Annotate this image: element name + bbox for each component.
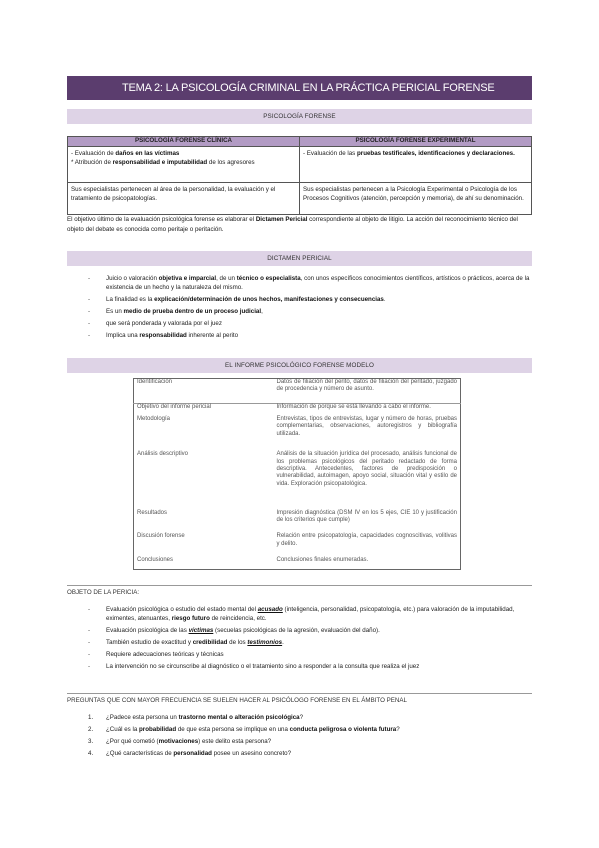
section-heading-psicologia-forense: PSICOLOGÍA FORENSE — [67, 109, 532, 124]
list-item: - Juicio o valoración objetiva e imparcial, de un técnico o especialista, con unos específicos conocimientos científicos, artísticos o prácticos, acerca de la existencia de un hecho y la naturaleza del mismo. — [88, 275, 533, 292]
divider — [67, 585, 532, 586]
table-header-experimental: PSICOLOGÍA FORENSE EXPERIMENTAL — [300, 137, 532, 147]
objetivo-paragraph: El objetivo último de la evaluación psicológica forense es elaborar el Dictamen Pericial correspondiente al objeto de litigio. La acción del reconocimiento técnico del objeto del debate es conocida como peritaje o peritación. — [67, 216, 518, 233]
list-item: - que será ponderada y valorada por el juez — [88, 320, 533, 329]
table-header-clinica: PSICOLOGÍA FORENSE CLÍNICA — [68, 137, 300, 147]
list-item: - Requiere adecuaciones teóricas y técnicas — [88, 651, 533, 660]
list-item: - Es un medio de prueba dentro de un proceso judicial, — [88, 308, 533, 317]
table-row: Objetivo del informe pericial Información de porque se está llevando a cabo el informe. — [134, 404, 461, 417]
table-cell-experimental-especialistas: Sus especialistas pertenecen a la Psicología Experimental o Psicología de los Procesos Cognitivos (atención, percepción y memoria), de ahí su denominación. — [300, 183, 532, 215]
table-cell-experimental-objetivos: - Evaluación de las pruebas testificales, identificaciones y declaraciones. — [300, 147, 532, 183]
list-item: - La finalidad es la explicación/determinación de unos hechos, manifestaciones y consecuencias. — [88, 296, 533, 305]
table-row: Resultados Impresión diagnóstica (DSM IV en los 5 ejes, CIE 10 y justificación de los criterios que cumple) — [137, 509, 457, 524]
list-item: - Implica una responsabilidad inherente al perito — [88, 332, 533, 341]
comparison-table — [67, 136, 532, 215]
informe-modelo-table — [133, 378, 461, 570]
list-item: 4. ¿Qué características de personalidad posee un asesino concreto? — [88, 749, 292, 757]
list-item: - La intervención no se circunscribe al diagnóstico o el tratamiento sino a responder a la consulta que realiza el juez — [88, 663, 533, 672]
section-heading-informe-modelo: EL INFORME PSICOLÓGICO FORENSE MODELO — [67, 358, 532, 373]
list-item: - También estudio de exactitud y credibilidad de los testimonios. — [88, 639, 533, 648]
table-row: Discusión forense Relación entre psicopatología, capacidades cognoscitivas, volitivas y delito. — [137, 533, 457, 547]
table-cell-clinica-objetivos: - Evaluación de daños en las víctimas * Atribución de responsabilidad e imputabilidad de los agresores — [68, 147, 300, 183]
table-row: Conclusiones Conclusiones finales enumeradas. — [137, 556, 369, 563]
list-item: - Evaluación psicológica o estudio del estado mental del acusado (inteligencia, personalidad, psicopatología, etc.) para valoración de la imputabilidad, eximentes, atenuantes, riesgo futuro de reincidencia, etc. — [88, 606, 533, 623]
preguntas-list — [88, 714, 533, 762]
list-item: 1. ¿Padece esta persona un trastorno mental o alteración psicológica? — [88, 714, 304, 721]
page-title: TEMA 2: LA PSICOLOGÍA CRIMINAL EN LA PRÁCTICA PERICIAL FORENSE — [67, 76, 532, 100]
table-row: Metodología Entrevistas, tipos de entrevistas, lugar y número de horas, pruebas complementarias, observaciones, autoregistros y bibliografía utilizada. — [137, 416, 457, 437]
section-heading-dictamen: DICTAMEN PERICIAL — [67, 251, 532, 266]
section-heading-objeto-pericia: OBJETO DE LA PERICIA: — [67, 589, 140, 596]
list-item: 2. ¿Cuál es la probabilidad de que esta persona se implique en una conducta peligrosa o violenta futura? — [88, 725, 400, 733]
table-row: Identificación Datos de filiación del perito, datos de filiación del peritado, juzgado de procedencia y número de asunto. — [137, 379, 457, 393]
list-item: - Evaluación psicológica de las víctimas (secuelas psicológicas de la agresión, evaluación del daño). — [88, 627, 533, 636]
list-item: 3. ¿Por qué cometió (motivaciones) este delito esta persona? — [88, 737, 272, 745]
section-heading-preguntas: PREGUNTAS QUE CON MAYOR FRECUENCIA SE SUELEN HACER AL PSICÓLOGO FORENSE EN EL ÁMBITO PENAL — [67, 697, 407, 704]
objeto-pericia-list — [88, 606, 533, 675]
divider — [67, 693, 532, 694]
dictamen-list — [88, 275, 533, 344]
table-cell-clinica-especialistas: Sus especialistas pertenecen al área de la personalidad, la evaluación y el tratamiento de psicopatologías. — [68, 183, 300, 215]
table-row: Análisis descriptivo Análisis de la situación jurídica del procesado, análisis funcional de los problemas psicológicos del peritado redactado de forma descriptiva. Antecedentes, factores de predisposición o vulnerabilidad, autoimagen, apoyo social, situación vital y estilo de vida. Exploración psicopatológica. — [137, 451, 457, 487]
